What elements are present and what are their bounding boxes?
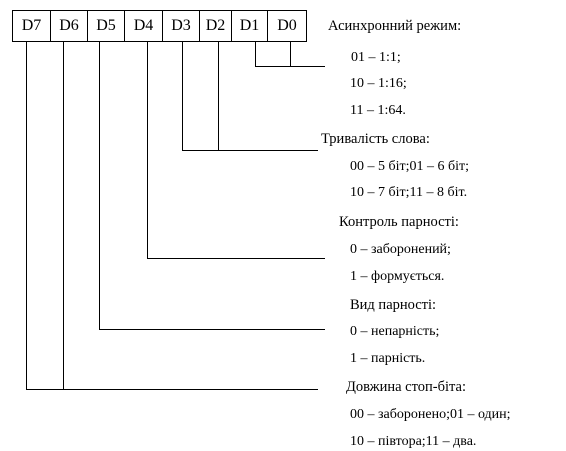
bit-label-d1: D1: [239, 17, 260, 34]
field-line-async-2: 10 – 1:16;: [350, 76, 407, 91]
field-line-parity-type-2: 1 – парність.: [350, 351, 426, 366]
bit-label-d6: D6: [59, 17, 79, 34]
bit-label-d2: D2: [205, 17, 226, 34]
bit-label-d0: D0: [277, 17, 297, 34]
field-line-word-2: 10 – 7 біт;11 – 8 біт.: [350, 185, 468, 200]
field-header-parity-type: Вид парності:: [350, 297, 437, 313]
bit-label-d7: D7: [21, 17, 42, 34]
connector-d5: [100, 42, 326, 330]
field-line-word-1: 00 – 5 біт;01 – 6 біт;: [350, 159, 470, 174]
field-line-parity-ctrl-1: 0 – заборонений;: [350, 242, 451, 257]
field-header-async-mode: Асинхронний режим:: [328, 18, 462, 34]
field-line-async-3: 11 – 1:64.: [350, 103, 406, 118]
field-header-word-length: Тривалість слова:: [321, 131, 430, 147]
field-line-parity-type-1: 0 – непарність;: [350, 324, 440, 339]
bit-label-d4: D4: [133, 17, 154, 34]
field-line-stop-1: 00 – заборонено;01 – один;: [350, 407, 511, 422]
field-line-async-1: 01 – 1:1;: [351, 50, 401, 65]
field-line-stop-2: 10 – півтора;11 – два.: [350, 434, 477, 449]
bit-label-d3: D3: [171, 17, 191, 34]
field-header-stop-bits: Довжина стоп-біта:: [346, 379, 466, 395]
connector-d7-d6: [27, 42, 319, 390]
field-header-parity-control: Контроль парності:: [339, 214, 459, 230]
connector-d3-d2: [183, 42, 319, 151]
field-line-parity-ctrl-2: 1 – формується.: [350, 269, 445, 284]
bit-label-d5: D5: [96, 17, 116, 34]
